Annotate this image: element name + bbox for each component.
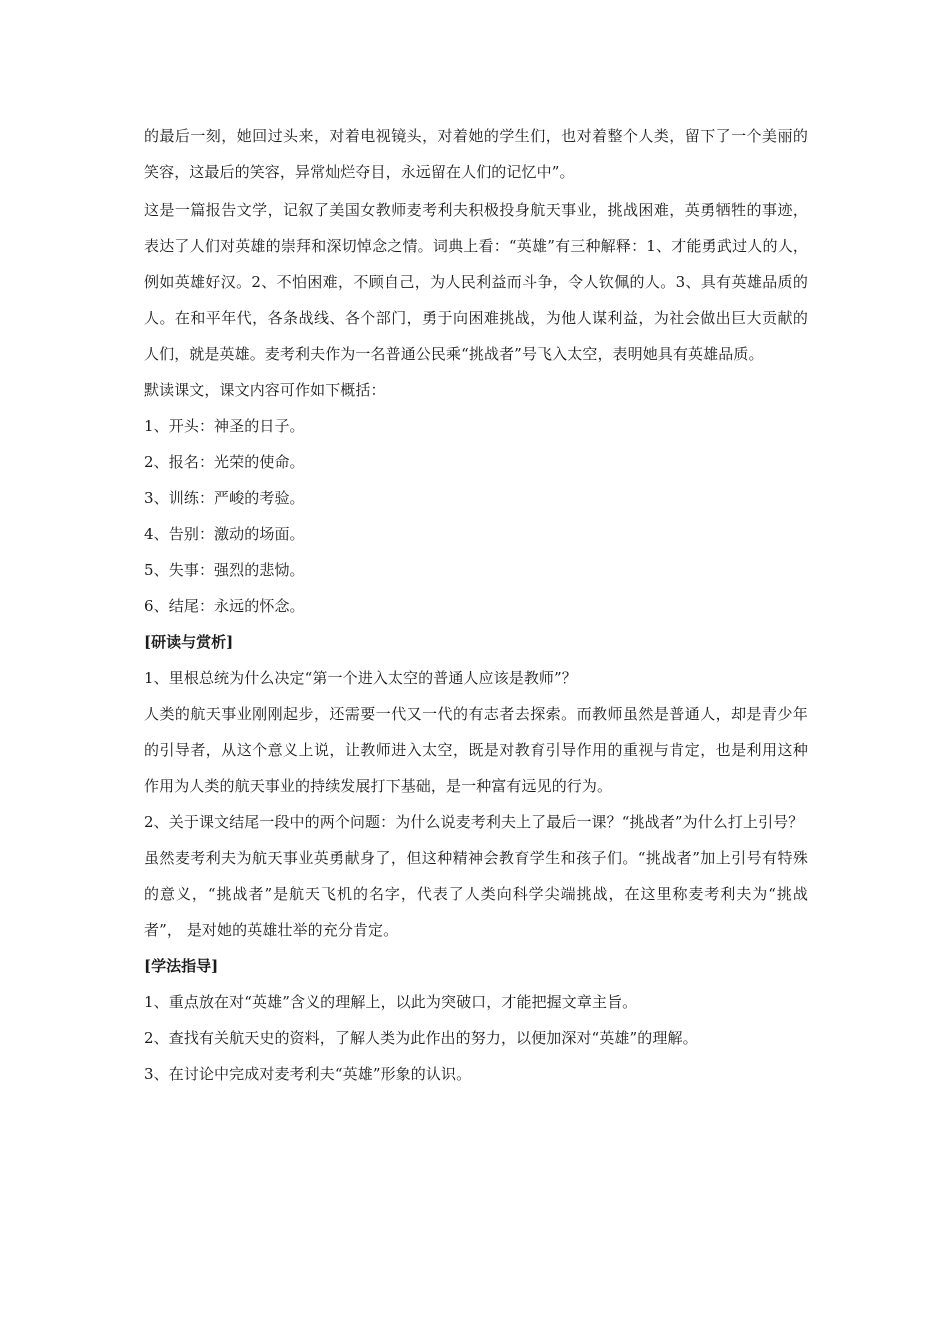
outline-intro: 默读课文，课文内容可作如下概括： (144, 381, 386, 399)
outline-item: 1、开头：神圣的日子。 (144, 417, 305, 435)
method-item: 1、重点放在对“英雄”含义的理解上，以此为突破口，才能把握文章主旨。 (144, 993, 638, 1011)
question-1: 1、里根总统为什么决定“第一个进入太空的普通人应该是教师”？ (144, 669, 577, 687)
question-2: 2、关于课文结尾一段中的两个问题：为什么说麦考利夫上了最后一课？“挑战者”为什么打上引号？ (144, 813, 804, 831)
summary-paragraph: 这是一篇报告文学，记叙了美国女教师麦考利夫积极投身航天事业，挑战困难，英勇牺牲的事迹，表达了人们对英雄的崇拜和深切悼念之情。词典上看：“英雄”有三种解释：1、才能勇武过人的人，例如英雄好汉。2、不怕困难，不顾自己，为人民利益而斗争，令人钦佩的人。3、具有英雄品质的人。在和平年代，各条战线、各个部门，勇于向困难挑战，为他人谋利益，为社会做出巨大贡献的人们，就是英雄。麦考利夫作为一名普通公民乘“挑战者”号飞入太空，表明她具有英雄品质。 (144, 201, 808, 363)
answer-2: 虽然麦考利夫为航天事业英勇献身了，但这种精神会教育学生和孩子们。“挑战者”加上引号有特殊的意义，“挑战者”是航天飞机的名字，代表了人类向科学尖端挑战，在这里称麦考利夫为“挑战者”， 是对她的英雄壮举的充分肯定。 (144, 849, 808, 939)
method-item: 3、在讨论中完成对麦考利夫“英雄”形象的认识。 (144, 1065, 472, 1083)
outline-item: 2、报名：光荣的使命。 (144, 453, 305, 471)
outline-item: 5、失事：强烈的悲恸。 (144, 561, 305, 579)
outline-item: 3、训练：严峻的考验。 (144, 489, 305, 507)
section-heading-study: [研读与赏析] (144, 633, 234, 651)
document-page (144, 118, 808, 1092)
section-heading-method: [学法指导] (144, 957, 219, 975)
method-item: 2、查找有关航天史的资料，了解人类为此作出的努力，以便加深对“英雄”的理解。 (144, 1029, 698, 1047)
intro-paragraph: 的最后一刻，她回过头来，对着电视镜头，对着她的学生们，也对着整个人类，留下了一个美丽的笑容，这最后的笑容，异常灿烂夺目，永远留在人们的记忆中”。 (144, 127, 808, 181)
outline-item: 6、结尾：永远的怀念。 (144, 597, 305, 615)
outline-item: 4、告别：激动的场面。 (144, 525, 305, 543)
answer-1: 人类的航天事业刚刚起步，还需要一代又一代的有志者去探索。而教师虽然是普通人，却是青少年的引导者，从这个意义上说，让教师进入太空，既是对教育引导作用的重视与肯定，也是利用这种作用为人类的航天事业的持续发展打下基础，是一种富有远见的行为。 (144, 705, 808, 795)
